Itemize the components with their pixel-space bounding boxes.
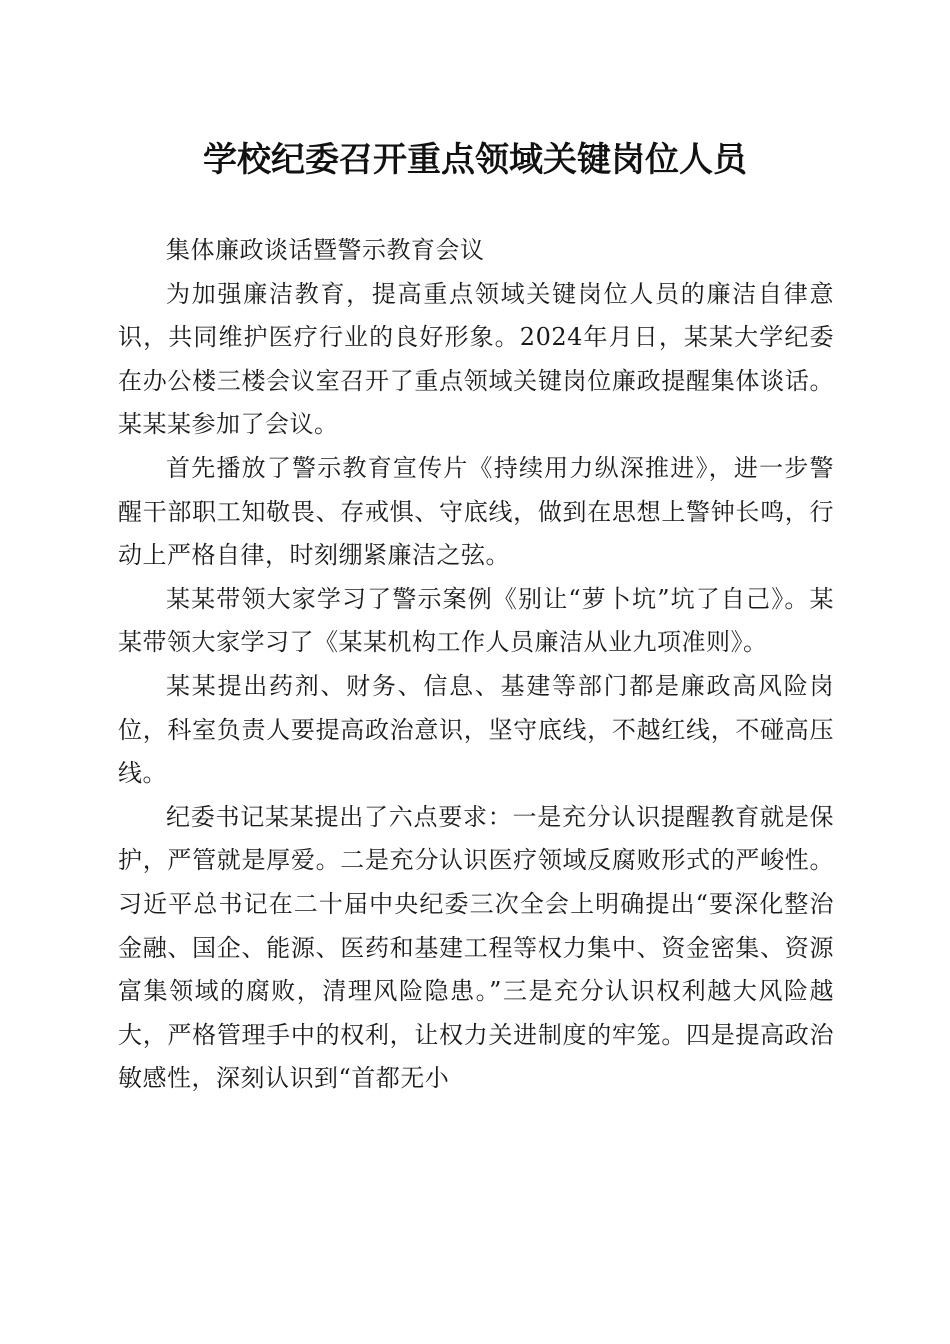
body-paragraph: 纪委书记某某提出了六点要求：一是充分认识提醒教育就是保护，严管就是厚爱。二是充分认识医疗领域反腐败形式的严峻性。习近平总书记在二十届中央纪委三次全会上明确提出“要深化整治金融、国企、能源、医药和基建工程等权力集中、资金密集、资源富集领域的腐败，清理风险隐患。”三是充分认识权利越大风险越大，严格管理手中的权利，让权力关进制度的牢笼。四是提高政治敏感性，深刻认识到“首都无小 — [118, 802, 834, 1093]
document-body — [118, 229, 834, 1101]
body-paragraph: 某某提出药剂、财务、信息、基建等部门都是廉政高风险岗位，科室负责人要提高政治意识，坚守底线，不越红线，不碰高压线。 — [118, 671, 834, 788]
document-title: 学校纪委召开重点领域关键岗位人员 — [203, 140, 747, 180]
body-paragraph: 为加强廉洁教育，提高重点领域关键岗位人员的廉洁自律意识，共同维护医疗行业的良好形象。2024年月日，某某大学纪委在办公楼三楼会议室召开了重点领域关键岗位廉政提醒集体谈话。某某某参加了会议。 — [118, 279, 834, 439]
document-subtitle: 集体廉政谈话暨警示教育会议 — [166, 236, 485, 264]
body-paragraph: 首先播放了警示教育宣传片《持续用力纵深推进》，进一步警醒干部职工知敬畏、存戒惧、守底线，做到在思想上警钟长鸣，行动上严格自律，时刻绷紧廉洁之弦。 — [118, 453, 834, 570]
body-paragraph: 某某带领大家学习了警示案例《别让“萝卜坑”坑了自己》。某某带领大家学习了《某某机构工作人员廉洁从业九项准则》。 — [118, 584, 834, 657]
